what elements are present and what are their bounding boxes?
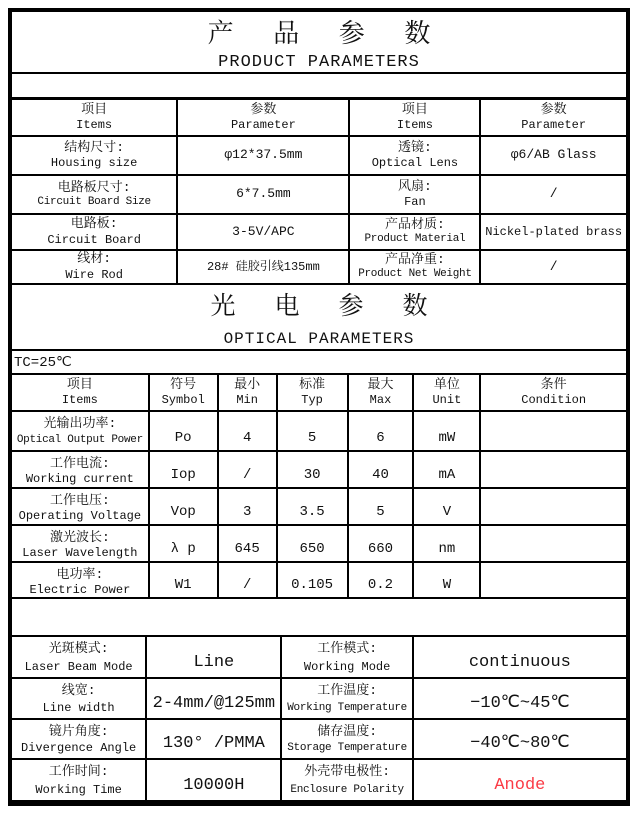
divergence-angle-value-cell: [147, 720, 282, 760]
unit-cell: [414, 526, 481, 563]
label-en: Laser Wavelength: [22, 546, 138, 561]
working-time-value-cell: [147, 760, 282, 802]
optical-header-symbol: [150, 375, 219, 412]
header-label-cn: 条件: [540, 376, 567, 392]
param-value: φ12*37.5mm: [224, 147, 303, 163]
working-current-label-cell: [12, 452, 150, 489]
param-value: /: [549, 258, 558, 274]
header-label-cn: 参数: [540, 101, 567, 117]
spec-value: 2-4mm/@125mm: [152, 693, 276, 713]
spec-value: 130° /PMMA: [162, 733, 265, 753]
label-cn: 电路板尺寸:: [57, 179, 131, 195]
label-cn: 工作电流:: [49, 456, 110, 471]
storage-temperature-value-cell: [414, 720, 626, 760]
header-label-cn: 标准: [299, 376, 326, 392]
optical-title-en: OPTICAL PARAMETERS: [223, 330, 415, 348]
product-table-header-parameter-1: [178, 100, 350, 137]
unit-cell: [414, 563, 481, 599]
condition-cell: [481, 452, 626, 489]
unit-cell: [414, 412, 481, 452]
header-label-en: Typ: [301, 393, 323, 408]
product-table-header-parameter-2: [481, 100, 626, 137]
header-label-cn: 最大: [367, 376, 394, 392]
header-label-en: Items: [76, 118, 113, 133]
housing-size-label-cell: [12, 137, 178, 176]
label-en: Optical Output Power: [16, 434, 143, 447]
min-cell: [219, 526, 278, 563]
optical-header-typ: [278, 375, 349, 412]
optical-header-max: [349, 375, 415, 412]
max-cell: [349, 452, 415, 489]
optical-header-condition: [481, 375, 626, 412]
section-spacer-band: [12, 599, 626, 637]
label-en: Working Time: [35, 783, 122, 797]
label-cn: 结构尺寸:: [64, 139, 125, 155]
working-time-label-cell: [12, 760, 147, 802]
product-table-header-items-1: [12, 100, 178, 137]
header-label-en: Items: [61, 393, 98, 408]
label-cn: 透镜:: [398, 139, 432, 155]
working-mode-label-cell: [282, 637, 413, 679]
header-label-cn: 项目: [66, 376, 93, 392]
label-cn: 光输出功率:: [43, 416, 117, 431]
operating-voltage-label-cell: [12, 489, 150, 526]
laser-wavelength-label-cell: [12, 526, 150, 563]
header-label-en: Unit: [432, 393, 462, 408]
label-cn: 工作温度:: [317, 683, 378, 698]
fan-label-cell: [350, 176, 481, 215]
condition-cell: [481, 489, 626, 526]
typ-value: 3.5: [299, 503, 325, 520]
working-temperature-label-cell: [282, 679, 413, 720]
optical-header-min: [219, 375, 278, 412]
product-net-weight-label-cell: [350, 251, 481, 285]
header-label-en: Parameter: [521, 118, 587, 133]
label-en: Housing size: [50, 156, 138, 171]
circuit-board-label-cell: [12, 215, 178, 251]
label-en: Product Material: [364, 233, 466, 246]
symbol-cell: [150, 526, 219, 563]
header-label-en: Condition: [521, 393, 587, 408]
symbol-cell: [150, 563, 219, 599]
housing-size-value-cell: [178, 137, 350, 176]
header-label-en: Min: [236, 393, 258, 408]
product-table-header-items-2: [350, 100, 481, 137]
optical-lens-value-cell: [481, 137, 626, 176]
unit-value: W: [442, 576, 452, 593]
label-en: Laser Beam Mode: [24, 660, 133, 674]
label-en: Line width: [42, 701, 115, 715]
label-en: Storage Temperature: [287, 742, 407, 755]
label-en: Circuit Board: [47, 232, 141, 247]
condition-cell: [481, 563, 626, 599]
header-label-cn: 符号: [170, 376, 197, 392]
symbol-cell: [150, 452, 219, 489]
circuit-board-size-label-cell: [12, 176, 178, 215]
typ-cell: [278, 412, 349, 452]
typ-value: 30: [303, 466, 321, 483]
spec-value: continuous: [468, 652, 571, 672]
label-en: Working Mode: [303, 660, 391, 674]
enclosure-polarity-label-cell: [282, 760, 413, 802]
anode-value: Anode: [494, 775, 546, 795]
typ-value: 5: [307, 429, 317, 446]
line-width-label-cell: [12, 679, 147, 720]
spec-table: [12, 637, 626, 802]
circuit-board-value-cell: [178, 215, 350, 251]
min-value: 4: [242, 429, 252, 446]
param-value: 3-5V/APC: [232, 223, 295, 239]
header-label-en: Items: [396, 118, 433, 133]
symbol-value: Iop: [170, 466, 196, 483]
symbol-value: Po: [174, 429, 192, 446]
min-value: 645: [234, 540, 260, 557]
divergence-angle-label-cell: [12, 720, 147, 760]
datasheet-page: [8, 8, 630, 806]
label-cn: 线材:: [77, 251, 112, 267]
label-cn: 光斑模式:: [48, 641, 109, 656]
unit-value: mA: [438, 466, 456, 483]
line-width-value-cell: [147, 679, 282, 720]
symbol-cell: [150, 412, 219, 452]
max-value: 6: [376, 429, 385, 446]
circuit-board-size-value-cell: [178, 176, 350, 215]
label-cn: 风扇:: [398, 178, 432, 194]
label-en: Enclosure Polarity: [290, 784, 404, 797]
spec-value: −40℃~80℃: [470, 733, 570, 753]
label-en: Electric Power: [29, 583, 131, 598]
label-en: Fan: [404, 195, 426, 210]
electric-power-label-cell: [12, 563, 150, 599]
header-label-en: Max: [369, 393, 392, 408]
param-value: 6*7.5mm: [236, 186, 291, 202]
header-label-cn: 最小: [234, 376, 261, 392]
label-cn: 工作模式:: [317, 641, 378, 656]
optical-parameters-title-block: [12, 285, 626, 351]
unit-cell: [414, 489, 481, 526]
typ-value: 650: [299, 540, 325, 557]
label-cn: 产品材质:: [385, 217, 445, 232]
product-table: [12, 100, 626, 285]
wire-rod-value-cell: [178, 251, 350, 285]
max-cell: [349, 412, 415, 452]
spec-value: −10℃~45℃: [470, 693, 570, 713]
product-material-label-cell: [350, 215, 481, 251]
param-value: /: [549, 186, 558, 202]
max-cell: [349, 526, 415, 563]
label-en: Divergence Angle: [21, 741, 137, 755]
unit-value: nm: [438, 540, 456, 557]
condition-cell: [481, 526, 626, 563]
optical-title-cn: 光 电 参 数: [210, 293, 440, 322]
symbol-value: Vop: [170, 503, 196, 520]
header-label-en: Symbol: [161, 393, 205, 408]
optical-header-items: [12, 375, 150, 412]
fan-value-cell: [481, 176, 626, 215]
min-cell: [219, 489, 278, 526]
spec-value: Line: [193, 652, 235, 672]
label-cn: 工作时间:: [48, 764, 109, 779]
label-cn: 线宽:: [61, 683, 96, 698]
label-en: Working Temperature: [287, 702, 407, 715]
symbol-value: λ p: [170, 540, 196, 557]
typ-cell: [278, 563, 349, 599]
symbol-value: W1: [174, 576, 192, 593]
max-value: 40: [372, 466, 389, 483]
product-parameters-title-block: [12, 12, 626, 74]
working-mode-value-cell: [414, 637, 626, 679]
test-condition-note: TC=25℃: [12, 351, 626, 375]
unit-cell: [414, 452, 481, 489]
optical-table: [12, 375, 626, 599]
optical-output-power-label-cell: [12, 412, 150, 452]
max-cell: [349, 563, 415, 599]
label-cn: 储存温度:: [317, 724, 378, 739]
unit-value: mW: [438, 429, 456, 446]
label-en: Working current: [25, 472, 134, 487]
min-cell: [219, 452, 278, 489]
min-value: 3: [242, 503, 252, 520]
min-value: /: [242, 576, 252, 593]
max-value: 5: [376, 503, 385, 520]
label-cn: 工作电压:: [49, 493, 110, 508]
header-label-en: Parameter: [230, 118, 296, 133]
label-en: Operating Voltage: [18, 509, 142, 524]
laser-beam-mode-value-cell: [147, 637, 282, 679]
max-value: 0.2: [367, 576, 394, 593]
product-material-value-cell: [481, 215, 626, 251]
label-cn: 电功率:: [56, 567, 104, 582]
header-label-cn: 项目: [401, 101, 428, 117]
param-value: Nickel-plated brass: [485, 224, 623, 239]
spec-value: 10000H: [183, 775, 245, 795]
storage-temperature-label-cell: [282, 720, 413, 760]
label-en: Optical Lens: [371, 156, 459, 171]
typ-cell: [278, 489, 349, 526]
symbol-cell: [150, 489, 219, 526]
param-value: φ6/AB Glass: [510, 147, 597, 163]
label-cn: 镜片角度:: [48, 724, 109, 739]
laser-beam-mode-label-cell: [12, 637, 147, 679]
product-net-weight-value-cell: [481, 251, 626, 285]
min-value: /: [242, 466, 252, 483]
typ-value: 0.105: [291, 576, 334, 593]
page-title-en: PRODUCT PARAMETERS: [218, 52, 420, 72]
header-label-cn: 参数: [250, 101, 277, 117]
header-label-cn: 单位: [433, 376, 460, 392]
typ-cell: [278, 526, 349, 563]
label-cn: 电路板:: [70, 216, 118, 232]
label-cn: 激光波长:: [49, 530, 110, 545]
max-value: 660: [367, 540, 394, 557]
unit-value: V: [442, 503, 452, 520]
label-cn: 产品净重:: [385, 252, 445, 267]
label-en: Circuit Board Size: [37, 195, 151, 208]
title-spacer-band: [12, 74, 626, 100]
condition-cell: [481, 412, 626, 452]
working-temperature-value-cell: [414, 679, 626, 720]
min-cell: [219, 412, 278, 452]
optical-lens-label-cell: [350, 137, 481, 176]
optical-header-unit: [414, 375, 481, 412]
wire-rod-label-cell: [12, 251, 178, 285]
param-value: 28# 硅胶引线135mm: [206, 259, 320, 274]
label-cn: 外壳带电极性:: [304, 764, 391, 779]
header-label-cn: 项目: [81, 101, 108, 117]
typ-cell: [278, 452, 349, 489]
min-cell: [219, 563, 278, 599]
max-cell: [349, 489, 415, 526]
page-title-cn: 产 品 参 数: [207, 19, 443, 50]
label-en: Product Net Weight: [358, 268, 472, 281]
enclosure-polarity-value-cell: [414, 760, 626, 802]
label-en: Wire Rod: [65, 267, 123, 282]
